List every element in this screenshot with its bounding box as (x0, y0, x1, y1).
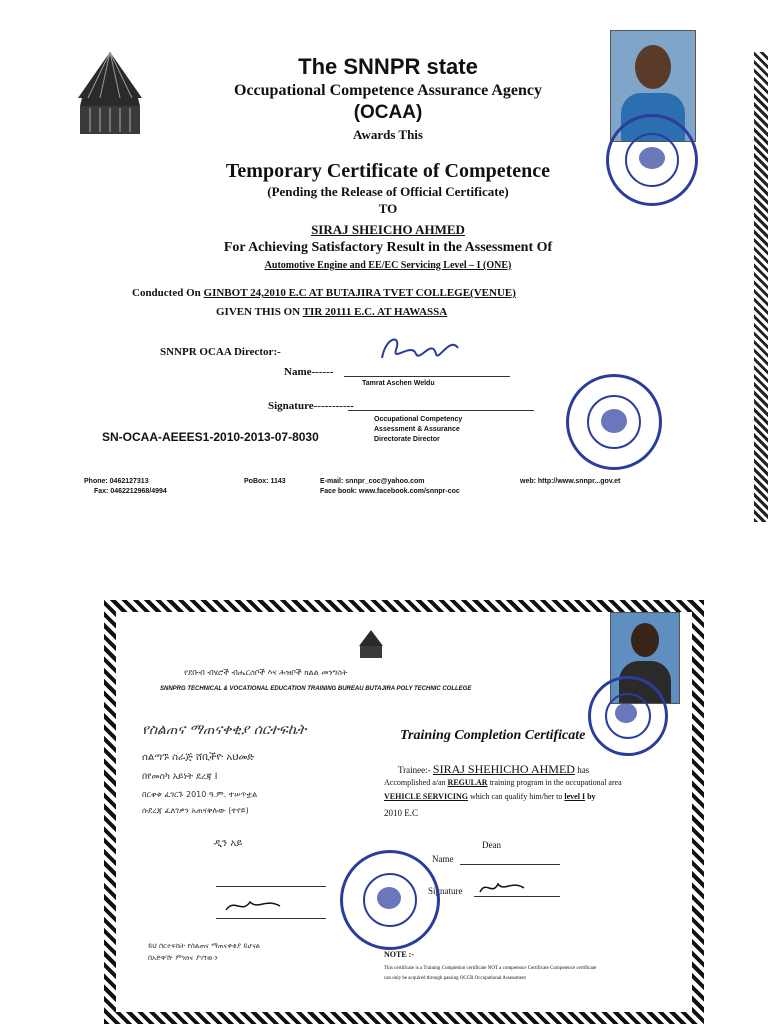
director-signature (376, 328, 466, 370)
director-stamp (566, 374, 662, 470)
agency-name: Occupational Competence Assurance Agency (234, 82, 542, 99)
note-line-1: This certificate is a Training Completion certificate NOT a competence Certificate Competence certificate (384, 966, 597, 971)
name-label: Name------ (284, 366, 334, 378)
emblem-logo (70, 48, 150, 138)
college-stamp-center (340, 850, 440, 950)
dean-label: Dean (482, 840, 501, 850)
to-label: TO (378, 201, 398, 216)
amharic-signature-line (216, 918, 326, 919)
amharic-name-line (216, 886, 326, 887)
conducted-line: Conducted On GINBOT 24,2010 E.C AT BUTAJIRA TVET COLLEGE(VENUE) (132, 287, 516, 299)
area-line: VEHICLE SERVICING which can qualify him/her to level I by (384, 792, 596, 801)
certificate-title: Temporary Certificate of Competence (225, 160, 551, 182)
amharic-footer-1: ይህ ሰርተፍኬት የስልጠና ማጠናቀቂያ ይሆናል (148, 942, 261, 950)
certificate-subtitle: (Pending the Release of Official Certificate) (267, 184, 509, 199)
dean-name-line (460, 864, 560, 865)
amharic-title: የስልጠና ማጠናቀቂያ ሰርተፍኬት (142, 722, 307, 738)
amharic-header: የደቡብ ብሄሮች ብሔርሰቦች እና ሕዝቦች ክልል መንግስት (184, 668, 348, 677)
training-title: Training Completion Certificate (400, 728, 586, 743)
amharic-line-4: ሱደረጃ ፈለገዎን አጠናቅሉው (ተየይ) (142, 806, 249, 815)
pobox: PoBox: 1143 (244, 478, 286, 485)
college-stamp-top (588, 676, 668, 756)
bottom-certificate (104, 600, 704, 1024)
trainee-name: SIRAJ SHEHICHO AHMED (432, 762, 575, 776)
year: 2010 E.C (384, 808, 419, 818)
facebook: Face book: www.facebook.com/snnpr-coc (320, 488, 460, 495)
agency-stamp (606, 114, 698, 206)
recipient-name: SIRAJ SHEICHO AHMED (311, 222, 465, 237)
dean-signature (478, 878, 528, 898)
certificate-number: SN-OCAA-AEEES1-2010-2013-07-8030 (102, 430, 319, 444)
english-header: SNNPRG TECHNICAL & VOCATIONAL EDUCATION TRAINING BUREAU BUTAJIRA POLY TECHNIC COLLEGE (160, 686, 472, 692)
name-line (344, 376, 510, 377)
director-name: Tamrat Aschen Weldu (362, 380, 435, 387)
top-certificate (58, 26, 710, 516)
amharic-dean: ዲን አይ (214, 838, 243, 849)
state-title: The SNNPR state (298, 54, 478, 79)
note-line-2: can only be acquired through passing OCCB Occupational Assessment (384, 976, 526, 981)
phone: Phone: 0462127313 (84, 478, 149, 485)
given-line: GIVEN THIS ON TIR 20111 E.C. AT HAWASSA (216, 306, 448, 318)
awards-text: Awards This (353, 127, 423, 142)
achievement-text: For Achieving Satisfactory Result in the Assessment Of (223, 240, 553, 255)
website: web: http://www.snnpr...gov.et (520, 478, 621, 485)
agency-abbr: (OCAA) (353, 102, 423, 123)
trainee-line: Trainee:- SIRAJ SHEHICHO AHMED has (398, 762, 590, 776)
fax: Fax: 0462212968/4994 (94, 488, 167, 495)
note-label: NOTE :- (384, 950, 414, 959)
director-label: SNNPR OCAA Director:- (160, 346, 281, 358)
office-line-2: Assessment & Assurance (374, 426, 460, 433)
signature-label: Signature----------- (268, 400, 354, 412)
office-line-1: Occupational Competency (374, 416, 463, 423)
amharic-name: ሰልጣኙ ስራጅ ሸቢችዮ አህመድ (142, 752, 254, 763)
college-emblem (356, 628, 386, 662)
office-line-3: Directorate Director (374, 436, 440, 443)
amharic-line-3: በርቀቱ ፈገርጉ 2010 ዓ.ም. ተሠጥቷል (142, 790, 258, 799)
amharic-signature (224, 896, 284, 916)
signature-line (348, 410, 534, 411)
border-decoration (754, 52, 768, 522)
dean-name-label: Name (432, 854, 454, 864)
program-line: Accomplished a/an REGULAR training program in the occupational area (384, 778, 622, 787)
dean-signature-label: Signature (428, 886, 463, 896)
qualification: Automotive Engine and EE/EC Servicing Level – I (ONE) (264, 260, 512, 271)
amharic-line-2: በየመስካ አይነት ደረጃ I (142, 772, 218, 782)
amharic-footer-2: በአድዋዅ ምዝነና ያገኘውን (148, 954, 218, 962)
email: E-mail: snnpr_coc@yahoo.com (320, 478, 425, 485)
